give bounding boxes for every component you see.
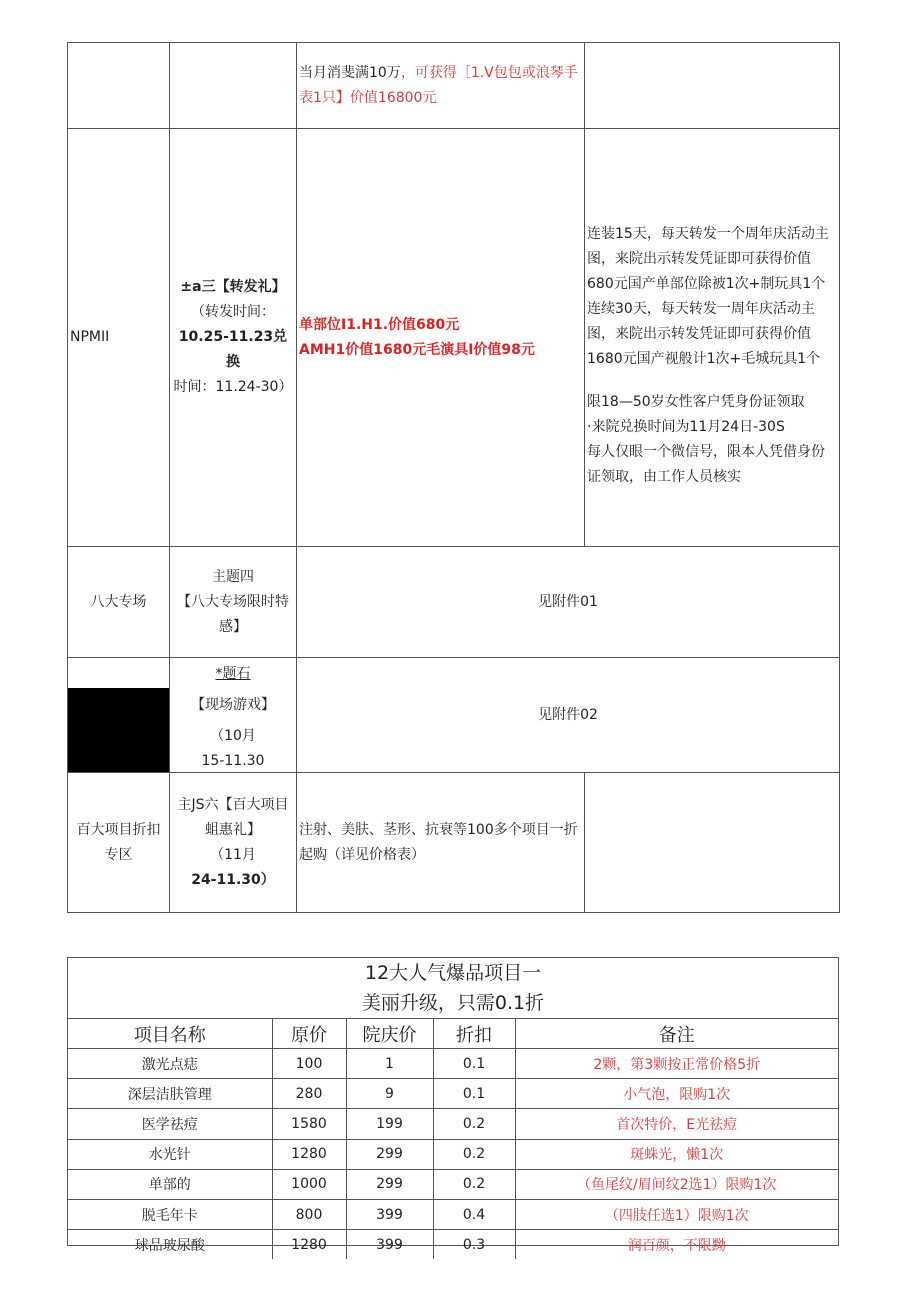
discount: 0.2 xyxy=(433,1139,515,1169)
anniversary-price: 1 xyxy=(346,1049,433,1079)
item-name: 深层洁肤管理 xyxy=(68,1079,272,1109)
table-row xyxy=(68,1169,838,1199)
theme-line: 24-11.30） xyxy=(191,871,275,888)
discount: 0.2 xyxy=(433,1169,515,1199)
note: 首次特价，E光祛痘 xyxy=(515,1109,838,1139)
anniversary-price: 299 xyxy=(346,1139,433,1169)
cell-empty xyxy=(585,773,840,913)
anniversary-price: 299 xyxy=(346,1169,433,1199)
theme-cell xyxy=(170,129,297,547)
item-name: 球品玻尿酸 xyxy=(68,1230,272,1260)
theme-title: *题石 xyxy=(215,666,251,682)
redaction-block xyxy=(68,688,169,772)
item-name: 医学祛痘 xyxy=(68,1109,272,1139)
title-line-2: 美丽升级，只需0.1折 xyxy=(361,992,545,1014)
theme-line: 【现场游戏】 xyxy=(191,697,275,713)
gift-line: AMH1价值1680元毛演具I价值98元 xyxy=(299,341,535,358)
item-name: 脱毛年卡 xyxy=(68,1199,272,1229)
theme-line: 10.25-11.23兑换 xyxy=(178,329,288,370)
attachment-ref: 见附件01 xyxy=(297,547,840,658)
row-label: 百大项目折扣专区 xyxy=(68,773,170,913)
table-row xyxy=(68,1199,838,1229)
discount: 0.1 xyxy=(433,1079,515,1109)
row-label: 八大专场 xyxy=(68,547,170,658)
original-price: 280 xyxy=(272,1079,346,1109)
theme-cell xyxy=(170,773,297,913)
original-price: 1280 xyxy=(272,1139,346,1169)
discount: 0.3 xyxy=(433,1230,515,1260)
anniversary-price: 199 xyxy=(346,1109,433,1139)
gift-line: 单部位I1.H1.价值680元 xyxy=(299,316,460,333)
original-price: 1580 xyxy=(272,1109,346,1139)
discount: 0.2 xyxy=(433,1109,515,1139)
theme-cell xyxy=(170,547,297,658)
item-name: 水光针 xyxy=(68,1139,272,1169)
attachment-ref: 见附件02 xyxy=(297,658,840,773)
discount: 0.1 xyxy=(433,1049,515,1079)
item-name: 单部的 xyxy=(68,1169,272,1199)
col-header-original-price: 原价 xyxy=(272,1019,346,1049)
gift-10w-text: 当月消斐满10万 xyxy=(299,64,401,81)
anniversary-price: 399 xyxy=(346,1199,433,1229)
theme-line: （转发时间： xyxy=(191,304,275,320)
cell-empty xyxy=(170,43,297,129)
table-row xyxy=(68,773,840,913)
row-label: NPMII xyxy=(68,129,170,547)
gift-10w-cell xyxy=(297,43,585,129)
theme-title: 主JS六【百大项目蛆惠礼】 xyxy=(177,796,289,838)
theme-line: （10月 xyxy=(210,728,256,744)
table-row xyxy=(68,1109,838,1139)
rule-para: 连装15天，每天转发一个周年庆活动主图，来院出示转发凭证即可获得价值680元国产单部位除被1次+制玩具1个 xyxy=(587,225,829,292)
table-row xyxy=(68,658,840,773)
theme-title: 主题四 xyxy=(212,568,254,585)
gift-10w-reward: ，可获得［1.V包包或浪琴手表1只】价值16800元 xyxy=(299,64,578,106)
note: 2颗，第3颗按正常价格5折 xyxy=(515,1049,838,1079)
note: （四肢任选1）限购1次 xyxy=(515,1199,838,1229)
note: （鱼尾纹/眉间纹2选1）限购1次 xyxy=(515,1169,838,1199)
original-price: 1000 xyxy=(272,1169,346,1199)
theme-title: ±a三【转发礼】 xyxy=(180,279,286,295)
table-row xyxy=(68,1049,838,1079)
note: 润百颜，不限黝 xyxy=(515,1230,838,1260)
theme-line: 15-11.30 xyxy=(201,753,265,769)
note: 小气泡，限购1次 xyxy=(515,1079,838,1109)
rules-cell xyxy=(585,129,840,547)
theme-cell xyxy=(170,658,297,773)
theme-line: 时间：11.24-30） xyxy=(173,379,293,395)
col-header-name: 项目名称 xyxy=(68,1019,272,1049)
original-price: 100 xyxy=(272,1049,346,1079)
rule-para: 限18—50岁女性客户凭身份证领取 xyxy=(587,393,805,410)
discount: 0.4 xyxy=(433,1199,515,1229)
item-name: 激光点痣 xyxy=(68,1049,272,1079)
theme-line: （11月 xyxy=(210,846,256,863)
col-header-discount: 折扣 xyxy=(433,1019,515,1049)
price-table xyxy=(68,1018,838,1259)
original-price: 800 xyxy=(272,1199,346,1229)
redacted-cell xyxy=(68,658,170,773)
header-row xyxy=(68,1019,838,1049)
cell-empty xyxy=(68,43,170,129)
activity-table xyxy=(67,42,840,913)
table-row xyxy=(68,1139,838,1169)
table-title xyxy=(68,958,838,1018)
table-row xyxy=(68,1079,838,1109)
discount-desc: 注射、美肤、茎形、抗衰等100多个项目一折起购（详见价格表） xyxy=(297,773,585,913)
gift-cell xyxy=(297,129,585,547)
cell-empty xyxy=(585,43,840,129)
original-price: 1280 xyxy=(272,1230,346,1260)
rule-para: 每人仅眼一个微信号，限本人凭借身份证领取，由工作人员核实 xyxy=(587,443,825,485)
table-row xyxy=(68,129,840,547)
col-header-anniversary-price: 院庆价 xyxy=(346,1019,433,1049)
anniversary-price: 9 xyxy=(346,1079,433,1109)
anniversary-price: 399 xyxy=(346,1230,433,1260)
title-line-1: 12大人气爆品项目一 xyxy=(364,962,542,984)
theme-line: 【八大专场限时特感】 xyxy=(177,593,289,635)
note: 斑蛛光，懒1次 xyxy=(515,1139,838,1169)
rule-para: ·来院兑换时间为11月24日-30S xyxy=(587,418,785,435)
rule-para: 连续30天，每天转发一周年庆活动主图，来院出示转发凭证即可获得价值1680元国产视般计1次+毛城玩具1个 xyxy=(587,300,821,367)
table-row xyxy=(68,43,840,129)
table-row xyxy=(68,1230,838,1260)
col-header-note: 备注 xyxy=(515,1019,838,1049)
popular-items-table xyxy=(67,957,839,1254)
table-row xyxy=(68,547,840,658)
